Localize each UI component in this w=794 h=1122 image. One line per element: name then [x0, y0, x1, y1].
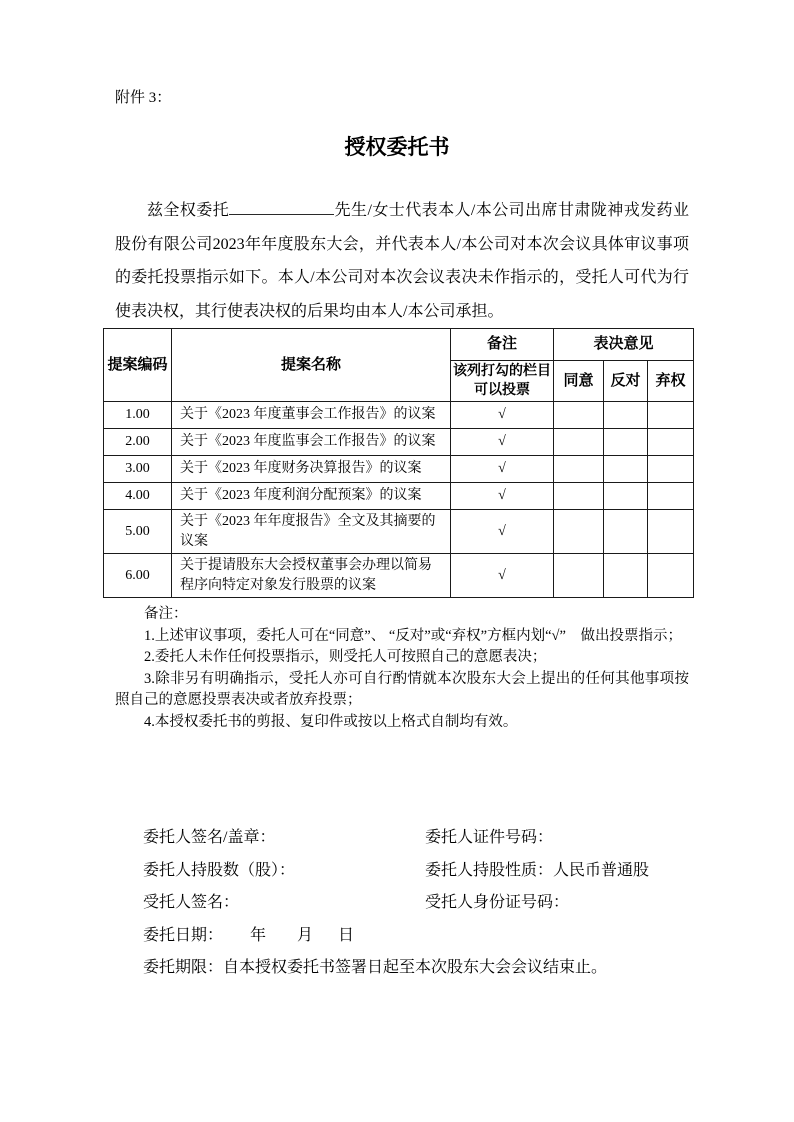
vote-abstain-cell [648, 483, 694, 510]
vote-agree-cell [554, 456, 604, 483]
proposal-code-cell: 3.00 [104, 456, 172, 483]
signature-row [143, 861, 694, 881]
proposal-code-cell: 4.00 [104, 483, 172, 510]
vote-abstain-cell [648, 554, 694, 598]
month-label: 月 [297, 926, 314, 944]
remark-check-cell: √ [451, 554, 554, 598]
remark-check-cell: √ [451, 456, 554, 483]
header-agree: 同意 [554, 361, 604, 402]
label-text: 委托人证件号码： [425, 829, 554, 846]
year-label: 年 [250, 926, 267, 944]
proposal-code-cell: 1.00 [104, 402, 172, 429]
attachment-label: 附件 3： [115, 90, 172, 106]
principal-shares-label [143, 861, 425, 881]
header-vote-opinion: 表决意见 [554, 329, 694, 361]
vote-abstain-cell [648, 402, 694, 429]
header-remark-sub: 该列打勾的栏目可以投票 [451, 361, 554, 402]
proposal-code-cell: 2.00 [104, 429, 172, 456]
vote-abstain-cell [648, 429, 694, 456]
vote-agree-cell [554, 554, 604, 598]
proposal-name-cell: 关于《2023 年度监事会工作报告》的议案 [172, 429, 451, 456]
page-title: 授权委托书 [344, 135, 450, 159]
notes-label: 备注： [144, 606, 188, 622]
vote-against-cell [604, 456, 648, 483]
principal-signature-label [143, 828, 425, 848]
label-text: 受托人签名： [143, 894, 240, 911]
label-text: 受托人身份证号码： [425, 894, 570, 911]
vote-abstain-cell [648, 510, 694, 554]
note-item-1: 1.上述审议事项，委托人可在“同意”、 “反对”或“弃权”方框内划“√” 做出投票指示； [144, 627, 682, 644]
vote-abstain-cell [648, 456, 694, 483]
header-remark: 备注 [451, 329, 554, 361]
signature-row [143, 893, 694, 913]
header-against: 反对 [604, 361, 648, 402]
proposal-name-cell: 关于《2023 年度董事会工作报告》的议案 [172, 402, 451, 429]
header-proposal-name: 提案名称 [172, 329, 451, 402]
trustee-signature-label [143, 893, 425, 913]
vote-agree-cell [554, 483, 604, 510]
table-row [104, 554, 694, 598]
note-item-3: 3.除非另有明确指示，受托人亦可自行酌情就本次股东大会上提出的任何其他事项按照自己的意愿投票表决或者放弃投票； [115, 670, 689, 708]
proposal-name-cell: 关于《2023 年度利润分配预案》的议案 [172, 483, 451, 510]
trustee-id-number-label [425, 893, 694, 913]
vote-agree-cell [554, 510, 604, 554]
vote-against-cell [604, 402, 648, 429]
table-row [104, 510, 694, 554]
intro-text-before-blank: 兹全权委托 [147, 202, 230, 219]
day-label: 日 [338, 926, 355, 944]
authorization-date-line [143, 926, 694, 946]
date-label: 委托日期： [143, 926, 224, 944]
table-row [104, 456, 694, 483]
authorization-term-line: 委托期限：自本授权委托书签署日起至本次股东大会会议结束止。 [143, 959, 608, 976]
proposal-vote-table [103, 328, 694, 598]
remark-check-cell: √ [451, 402, 554, 429]
signature-row [143, 828, 694, 848]
vote-agree-cell [554, 429, 604, 456]
intro-text-after-blank: 先生/女士代表本人/本公司出席甘肃陇神戎发药业股份有限公司2023年年度股东大会，并代表本人/本公司对本次会议具体审议事项的委托投票指示如下。本人/本公司对本次会议表决未作指示的，受托人可代为行使表决权，其行使表决权的后果均由本人/本公司承担。 [115, 202, 689, 320]
vote-agree-cell [554, 402, 604, 429]
remark-check-cell: √ [451, 483, 554, 510]
principal-share-type-label [425, 861, 694, 881]
proposal-name-cell: 关于《2023 年年度报告》全文及其摘要的议案 [172, 510, 451, 554]
label-text: 委托人签名/盖章： [143, 829, 276, 846]
principal-id-number-label [425, 828, 694, 848]
note-item-2: 2.委托人未作任何投票指示，则受托人可按照自己的意愿表决； [144, 649, 547, 665]
proposal-name-cell: 关于提请股东大会授权董事会办理以简易程序向特定对象发行股票的议案 [172, 554, 451, 598]
label-text: 委托人持股性质： [425, 861, 554, 879]
table-row [104, 402, 694, 429]
proposal-name-cell: 关于《2023 年度财务决算报告》的议案 [172, 456, 451, 483]
table-row [104, 429, 694, 456]
signature-section [143, 828, 694, 978]
proposal-code-cell: 6.00 [104, 554, 172, 598]
header-abstain: 弃权 [648, 361, 694, 402]
value-text: 人民币普通股 [553, 861, 650, 879]
proxy-name-blank [229, 199, 334, 215]
vote-against-cell [604, 429, 648, 456]
remark-check-cell: √ [451, 429, 554, 456]
header-proposal-code: 提案编码 [104, 329, 172, 402]
notes-section [115, 604, 689, 733]
vote-against-cell [604, 483, 648, 510]
vote-against-cell [604, 554, 648, 598]
proposal-code-cell: 5.00 [104, 510, 172, 554]
intro-paragraph [115, 194, 689, 328]
label-text: 委托人持股数（股）： [143, 861, 296, 879]
note-item-4: 4.本授权委托书的剪报、复印件或按以上格式自制均有效。 [144, 713, 518, 730]
remark-check-cell: √ [451, 510, 554, 554]
table-row [104, 483, 694, 510]
vote-against-cell [604, 510, 648, 554]
